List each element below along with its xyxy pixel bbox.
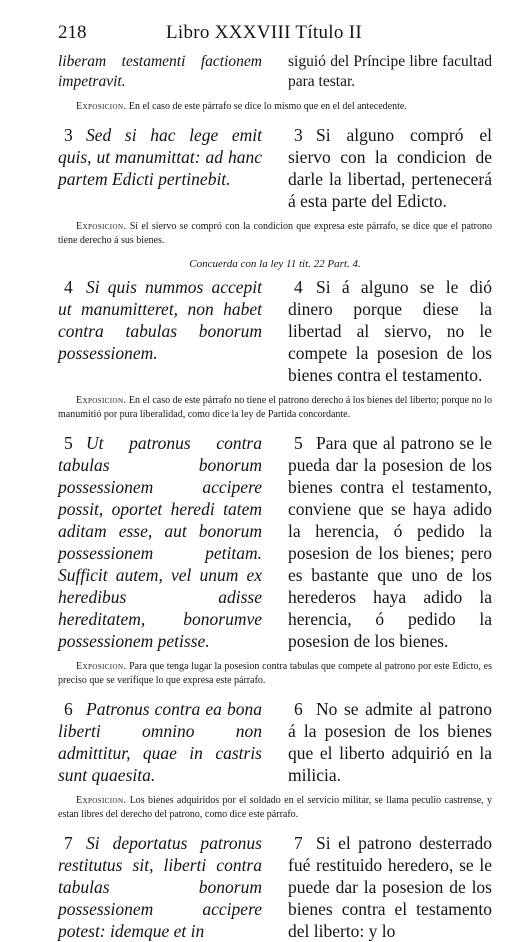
paragraph-number: 5 (64, 433, 73, 453)
spanish-text (288, 124, 492, 212)
exposicion (58, 394, 492, 422)
spanish-body: Para que al patrono se le pueda dar la posesion de los bienes contra el testamento, conviene que se haya adido la herencia, ó pedido la posesion de los bienes; pero es bastante que uno de los herederos haya adido la herencia, ó pedido la posesion de los bienes. (288, 433, 492, 651)
paragraph-pair (58, 832, 492, 942)
paragraph-pair (58, 124, 492, 212)
exposicion-label: Exposicion. (76, 661, 127, 672)
spanish-text (288, 276, 492, 386)
exposicion-text: En el caso de este párrafo no tiene el patrono derecho á los bienes del liberto; porque no lo manumitió por pura liberalidad, como dice la ley de Partida concordante. (58, 395, 493, 420)
spanish-text (288, 832, 492, 942)
exposicion-text: Para que tenga lugar la posesion contra tabulas que compete al patrono por este Edicto, es preciso que se verifique lo que expresa este párrafo. (58, 661, 493, 686)
running-head: Libro XXXVIII Título II (166, 22, 362, 43)
spanish-body: No se admite al patrono á la posesion de los bienes que el liberto adquirió en la milicia. (288, 699, 492, 785)
paragraph-number: 7 (294, 833, 303, 853)
latin-text (58, 432, 262, 652)
latin-body: Si quis nummos accepit ut manumitteret, non habet contra tabulas bonorum possessionem. (58, 277, 262, 363)
exposicion-text: Los bienes adquiridos por el soldado en el servicio militar, se llama peculio castrense, y estan libres del derecho del patrono, como dice este párrafo. (58, 795, 492, 820)
paragraph-number: 3 (294, 125, 303, 145)
exposicion-text: En el caso de este párrafo se dice lo mismo que en el del antecedente. (128, 101, 407, 112)
latin-body: Si deportatus patronus restitutus sit, liberti contra tabulas bonorum possessionem accipere potest: idemque et in (58, 833, 262, 941)
latin-text (58, 124, 262, 212)
concordance-note: Concuerda con la ley 11 tit. 22 Part. 4. (189, 258, 361, 270)
spanish-body: Si á alguno se le dió dinero porque diese la libertad al siervo, no le compete la posesion de los bienes contra el testamento. (288, 277, 492, 385)
paragraph-pair (58, 276, 492, 386)
exposicion-label: Exposicion. (76, 795, 127, 806)
exposicion-label: Exposicion. (76, 395, 127, 406)
latin-body: Sed si hac lege emit quis, ut manumittat: ad hanc partem Edicti pertinebit. (58, 125, 262, 189)
exposicion (58, 100, 492, 114)
exposicion-label: Exposicion. (76, 101, 127, 112)
paragraph-number: 3 (64, 125, 73, 145)
paragraph-number: 4 (64, 277, 73, 297)
page-number: 218 (58, 22, 87, 43)
latin-text (58, 832, 262, 942)
spanish-body: Si el patrono desterrado fué restituido heredero, se le puede dar la posesion de los bienes contra el testamento del liberto: y lo (288, 833, 492, 941)
exposicion-label: Exposicion. (76, 221, 127, 232)
paragraph-pair (58, 432, 492, 652)
spanish-body: Si alguno compró el siervo con la condicion de darle la libertad, pertenecerá á esta parte del Edicto. (288, 125, 492, 211)
spanish-text (288, 698, 492, 786)
latin-body: Patronus contra ea bona liberti omnino non admittitur, quae in castris sunt quaesita. (58, 699, 262, 785)
paragraph-pair (58, 52, 492, 92)
paragraph-pair (58, 698, 492, 786)
latin-text (58, 276, 262, 386)
exposicion (58, 794, 492, 822)
exposicion (58, 220, 492, 248)
latin-text: liberam testamenti factionem impetravit. (58, 53, 262, 90)
exposicion-text: Si el siervo se compró con la condicion que expresa este párrafo, se dice que el patrono tiene derecho á sus bienes. (58, 221, 493, 246)
paragraph-number: 6 (64, 699, 73, 719)
paragraph-number: 7 (64, 833, 73, 853)
latin-body: Ut patronus contra tabulas bonorum possessionem accipere possit, oportet heredi tatem aditam esse, aut bonorum possessionem petitam. Sufficit autem, vel unum ex heredibus adisse hereditatem, bonorumve possessionem petisse. (58, 433, 262, 651)
paragraph-number: 4 (294, 277, 303, 297)
spanish-text (288, 432, 492, 652)
paragraph-number: 6 (294, 699, 303, 719)
latin-text (58, 698, 262, 786)
paragraph-number: 5 (294, 433, 303, 453)
exposicion (58, 660, 492, 688)
spanish-text: siguió del Príncipe libre facultad para testar. (288, 53, 492, 90)
page-header (58, 22, 492, 52)
